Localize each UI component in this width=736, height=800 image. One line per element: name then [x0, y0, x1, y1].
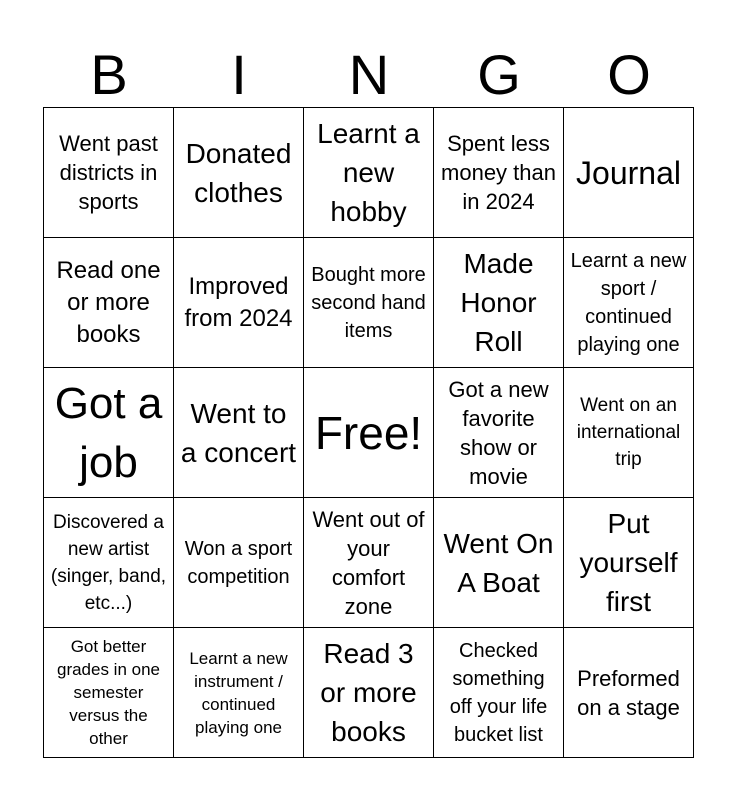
bingo-cell[interactable] [304, 108, 434, 238]
bingo-cell[interactable] [304, 628, 434, 758]
cell-text: Improved from 2024 [184, 272, 293, 332]
bingo-cell[interactable] [44, 108, 174, 238]
cell-text: Got better grades in one semester versus the other [56, 637, 161, 748]
bingo-cell[interactable] [564, 498, 694, 628]
cell-text: Spent less money than in 2024 [441, 131, 556, 214]
cell-text: Read one or more books [56, 256, 161, 348]
bingo-cell[interactable] [44, 628, 174, 758]
header-letter-n: N [348, 43, 390, 106]
cell-text: Got a new favorite show or movie [448, 376, 549, 489]
bingo-cell[interactable] [434, 108, 564, 238]
bingo-cell[interactable] [434, 628, 564, 758]
header-letter-o: O [607, 43, 651, 106]
bingo-cell[interactable] [174, 368, 304, 498]
cell-text: Won a sport competition [184, 537, 293, 588]
cell-text: Got a job [54, 378, 163, 487]
cell-text: Preformed on a stage [577, 665, 680, 720]
bingo-cell[interactable] [564, 368, 694, 498]
cell-text: Checked something off your life bucket list [449, 639, 548, 746]
cell-text: Learnt a new hobby [317, 118, 420, 227]
cell-text: Went past districts in sports [59, 131, 158, 214]
cell-text: Bought more second hand items [311, 263, 426, 342]
cell-text: Journal [576, 154, 681, 191]
bingo-header [44, 42, 694, 108]
cell-text: Went out of your comfort zone [312, 506, 425, 619]
bingo-board [43, 107, 694, 758]
cell-text: Went to a concert [180, 397, 297, 468]
cell-text: Made Honor Roll [460, 248, 537, 357]
bingo-cell[interactable] [174, 108, 304, 238]
bingo-cell[interactable] [304, 498, 434, 628]
cell-text: Went On A Boat [443, 527, 554, 598]
cell-text: Put yourself first [579, 508, 678, 617]
bingo-cell[interactable] [564, 108, 694, 238]
bingo-cell[interactable] [174, 628, 304, 758]
bingo-cell[interactable] [44, 498, 174, 628]
cell-text: Learnt a new instrument / continued playing one [189, 648, 288, 737]
bingo-cell[interactable] [434, 498, 564, 628]
cell-text: Discovered a new artist (singer, band, etc...) [50, 511, 167, 614]
cell-text: Donated clothes [185, 137, 292, 208]
header-letter-b: B [90, 43, 128, 106]
free-space-cell[interactable] [304, 368, 434, 498]
bingo-cell[interactable] [564, 238, 694, 368]
cell-text: Read 3 or more books [320, 638, 417, 747]
bingo-cell[interactable] [434, 238, 564, 368]
bingo-cell[interactable] [434, 368, 564, 498]
header-letter-i: I [231, 43, 247, 106]
cell-text: Went on an international trip [576, 395, 681, 470]
bingo-cell[interactable] [44, 238, 174, 368]
bingo-cell[interactable] [44, 368, 174, 498]
cell-text: Free! [314, 406, 423, 459]
bingo-cell[interactable] [174, 238, 304, 368]
bingo-cell[interactable] [174, 498, 304, 628]
bingo-cell[interactable] [564, 628, 694, 758]
bingo-cell[interactable] [304, 238, 434, 368]
cell-text: Learnt a new sport / continued playing one [570, 249, 687, 356]
header-letter-g: G [477, 43, 521, 106]
